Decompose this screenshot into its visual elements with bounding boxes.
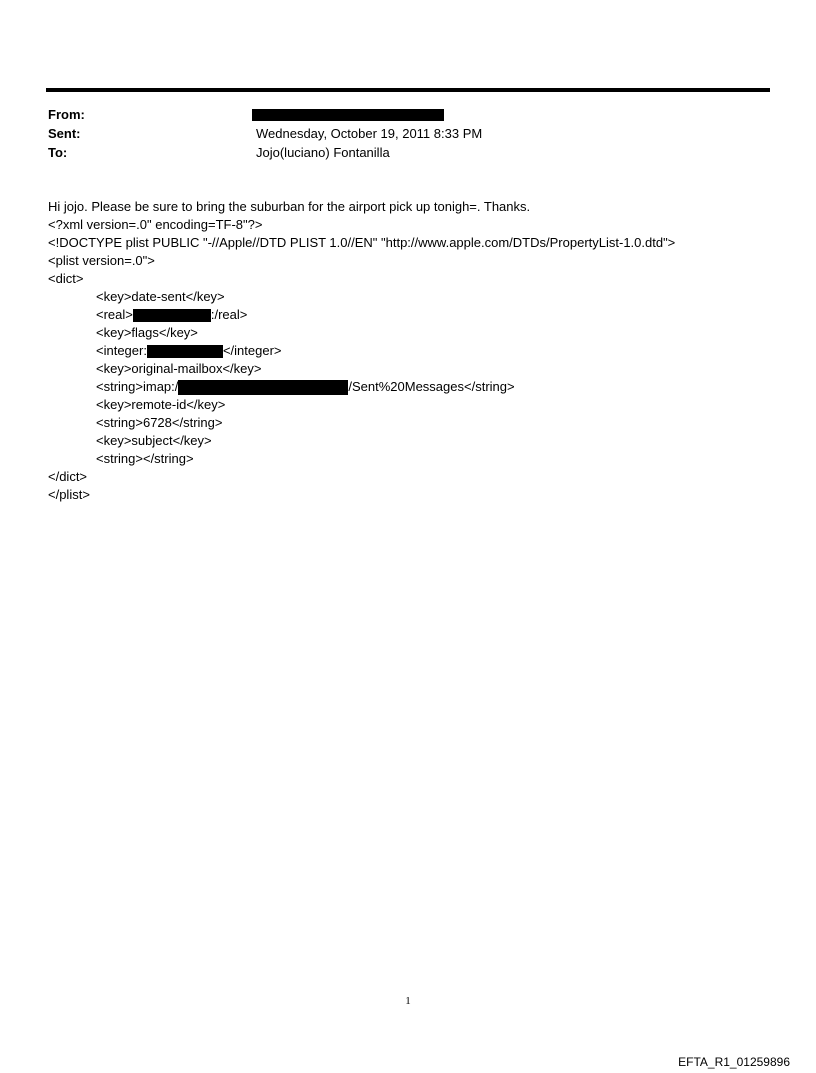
dict-close: </dict> — [48, 469, 88, 484]
to-label: To: — [48, 145, 68, 160]
sent-value: Wednesday, October 19, 2011 8:33 PM — [256, 126, 483, 141]
string-remote-id: <string>6728</string> — [96, 415, 223, 430]
message-text: Hi jojo. Please be sure to bring the suburban for the airport pick up tonigh=. Thanks. — [48, 199, 531, 214]
redacted-integer-value — [147, 345, 223, 358]
string-subject: <string></string> — [96, 451, 194, 466]
key-remote-id: <key>remote-id</key> — [96, 397, 226, 412]
imap-open: <string>imap:/ — [96, 379, 179, 394]
key-date-sent: <key>date-sent</key> — [96, 289, 225, 304]
to-value: Jojo(luciano) Fontanilla — [256, 145, 390, 160]
redacted-real-value — [133, 309, 211, 322]
dict-open: <dict> — [48, 271, 84, 286]
imap-line — [48, 378, 675, 396]
key-original-mailbox: <key>original-mailbox</key> — [96, 361, 262, 376]
email-body — [48, 198, 675, 504]
real-close: :/real> — [210, 307, 248, 322]
key-flags: <key>flags</key> — [96, 325, 198, 340]
imap-close: /Sent%20Messages</string> — [348, 379, 515, 394]
xml-declaration: <?xml version=.0" encoding=TF-8"?> — [48, 217, 263, 232]
doctype-line: <!DOCTYPE plist PUBLIC "-//Apple//DTD PLIST 1.0//EN" "http://www.apple.com/DTDs/PropertyList-1.0.dtd"> — [48, 235, 676, 250]
redacted-imap-address — [178, 380, 348, 395]
integer-open: <integer: — [96, 343, 147, 358]
header-divider — [46, 88, 770, 92]
real-line — [48, 306, 675, 324]
integer-line — [48, 342, 675, 360]
real-open: <real> — [96, 307, 133, 322]
key-subject: <key>subject</key> — [96, 433, 212, 448]
page-number: 1 — [405, 995, 411, 1007]
plist-open: <plist version=.0"> — [48, 253, 155, 268]
redacted-sender — [252, 109, 444, 121]
document-id: EFTA_R1_01259896 — [678, 1055, 790, 1069]
plist-close: </plist> — [48, 487, 90, 502]
integer-close: </integer> — [222, 343, 282, 358]
from-label: From: — [48, 107, 85, 122]
sent-label: Sent: — [48, 126, 81, 141]
